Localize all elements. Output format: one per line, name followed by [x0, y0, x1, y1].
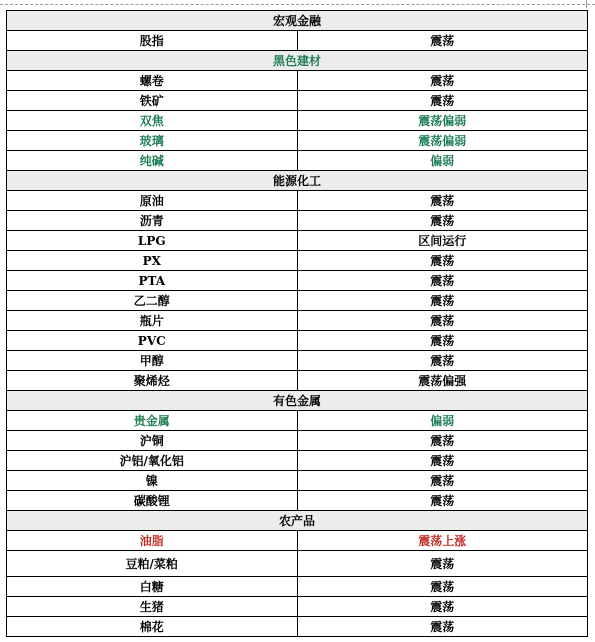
commodity-name-cell: PVC [7, 331, 298, 351]
table-row [7, 531, 588, 551]
table-row [7, 71, 588, 91]
commodity-name-cell: 油脂 [7, 531, 298, 551]
section-header-row [7, 511, 588, 531]
commodity-name-cell: 生猪 [7, 597, 298, 617]
outlook-cell: 震荡 [297, 271, 588, 291]
page-top-border [0, 0, 595, 8]
section-title: 能源化工 [7, 171, 588, 191]
table-row [7, 211, 588, 231]
table-row [7, 311, 588, 331]
table-body [7, 11, 588, 637]
commodity-name-cell: PTA [7, 271, 298, 291]
section-header-row [7, 171, 588, 191]
commodity-name-cell: 聚烯烃 [7, 371, 298, 391]
table-row [7, 617, 588, 637]
outlook-cell: 震荡 [297, 431, 588, 451]
section-title: 宏观金融 [7, 11, 588, 31]
outlook-cell: 震荡 [297, 211, 588, 231]
commodity-name-cell: 碳酸锂 [7, 491, 298, 511]
table-row [7, 597, 588, 617]
outlook-cell: 偏弱 [297, 151, 588, 171]
commodity-name-cell: 沪铜 [7, 431, 298, 451]
section-header-row [7, 391, 588, 411]
dashed-separator [0, 4, 595, 5]
outlook-cell: 震荡 [297, 597, 588, 617]
section-title: 农产品 [7, 511, 588, 531]
section-title: 黑色建材 [7, 51, 588, 71]
table-row [7, 471, 588, 491]
table-row [7, 131, 588, 151]
commodity-outlook-table [6, 10, 588, 637]
table-row [7, 111, 588, 131]
commodity-name-cell: 原油 [7, 191, 298, 211]
outlook-cell: 震荡 [297, 491, 588, 511]
commodity-name-cell: 纯碱 [7, 151, 298, 171]
outlook-cell: 震荡 [297, 291, 588, 311]
outlook-cell: 震荡 [297, 331, 588, 351]
table-row [7, 411, 588, 431]
outlook-cell: 震荡 [297, 71, 588, 91]
commodity-name-cell: 沪铝/氧化铝 [7, 451, 298, 471]
commodity-name-cell: 棉花 [7, 617, 298, 637]
table-row [7, 351, 588, 371]
table-row [7, 451, 588, 471]
outlook-cell: 震荡 [297, 251, 588, 271]
section-title: 有色金属 [7, 391, 588, 411]
outlook-cell: 震荡偏弱 [297, 111, 588, 131]
commodity-name-cell: 贵金属 [7, 411, 298, 431]
table-row [7, 551, 588, 577]
outlook-cell: 震荡上涨 [297, 531, 588, 551]
commodity-name-cell: 股指 [7, 31, 298, 51]
commodity-name-cell: PX [7, 251, 298, 271]
outlook-cell: 震荡 [297, 31, 588, 51]
table-row [7, 231, 588, 251]
table-row [7, 431, 588, 451]
outlook-cell: 震荡 [297, 617, 588, 637]
commodity-name-cell: 乙二醇 [7, 291, 298, 311]
table-row [7, 151, 588, 171]
outlook-cell: 震荡 [297, 551, 588, 577]
outlook-cell: 震荡 [297, 91, 588, 111]
outlook-cell: 震荡 [297, 451, 588, 471]
corner-tick [586, 0, 587, 8]
section-header-row [7, 51, 588, 71]
outlook-cell: 震荡偏弱 [297, 131, 588, 151]
commodity-name-cell: 双焦 [7, 111, 298, 131]
table-row [7, 371, 588, 391]
commodity-name-cell: LPG [7, 231, 298, 251]
commodity-name-cell: 螺卷 [7, 71, 298, 91]
section-header-row [7, 11, 588, 31]
outlook-cell: 震荡 [297, 471, 588, 491]
commodity-name-cell: 玻璃 [7, 131, 298, 151]
commodity-name-cell: 沥青 [7, 211, 298, 231]
table-row [7, 331, 588, 351]
outlook-cell: 区间运行 [297, 231, 588, 251]
outlook-cell: 震荡 [297, 577, 588, 597]
table-row [7, 191, 588, 211]
table-row [7, 491, 588, 511]
table-row [7, 577, 588, 597]
outlook-cell: 震荡 [297, 191, 588, 211]
outlook-cell: 震荡偏强 [297, 371, 588, 391]
commodity-name-cell: 甲醇 [7, 351, 298, 371]
outlook-cell: 震荡 [297, 311, 588, 331]
commodity-name-cell: 铁矿 [7, 91, 298, 111]
table-row [7, 271, 588, 291]
commodity-name-cell: 白糖 [7, 577, 298, 597]
outlook-cell: 偏弱 [297, 411, 588, 431]
table-row [7, 291, 588, 311]
commodity-name-cell: 瓶片 [7, 311, 298, 331]
table-row [7, 91, 588, 111]
outlook-cell: 震荡 [297, 351, 588, 371]
commodity-name-cell: 镍 [7, 471, 298, 491]
table-row [7, 31, 588, 51]
table-row [7, 251, 588, 271]
commodity-name-cell: 豆粕/菜粕 [7, 551, 298, 577]
